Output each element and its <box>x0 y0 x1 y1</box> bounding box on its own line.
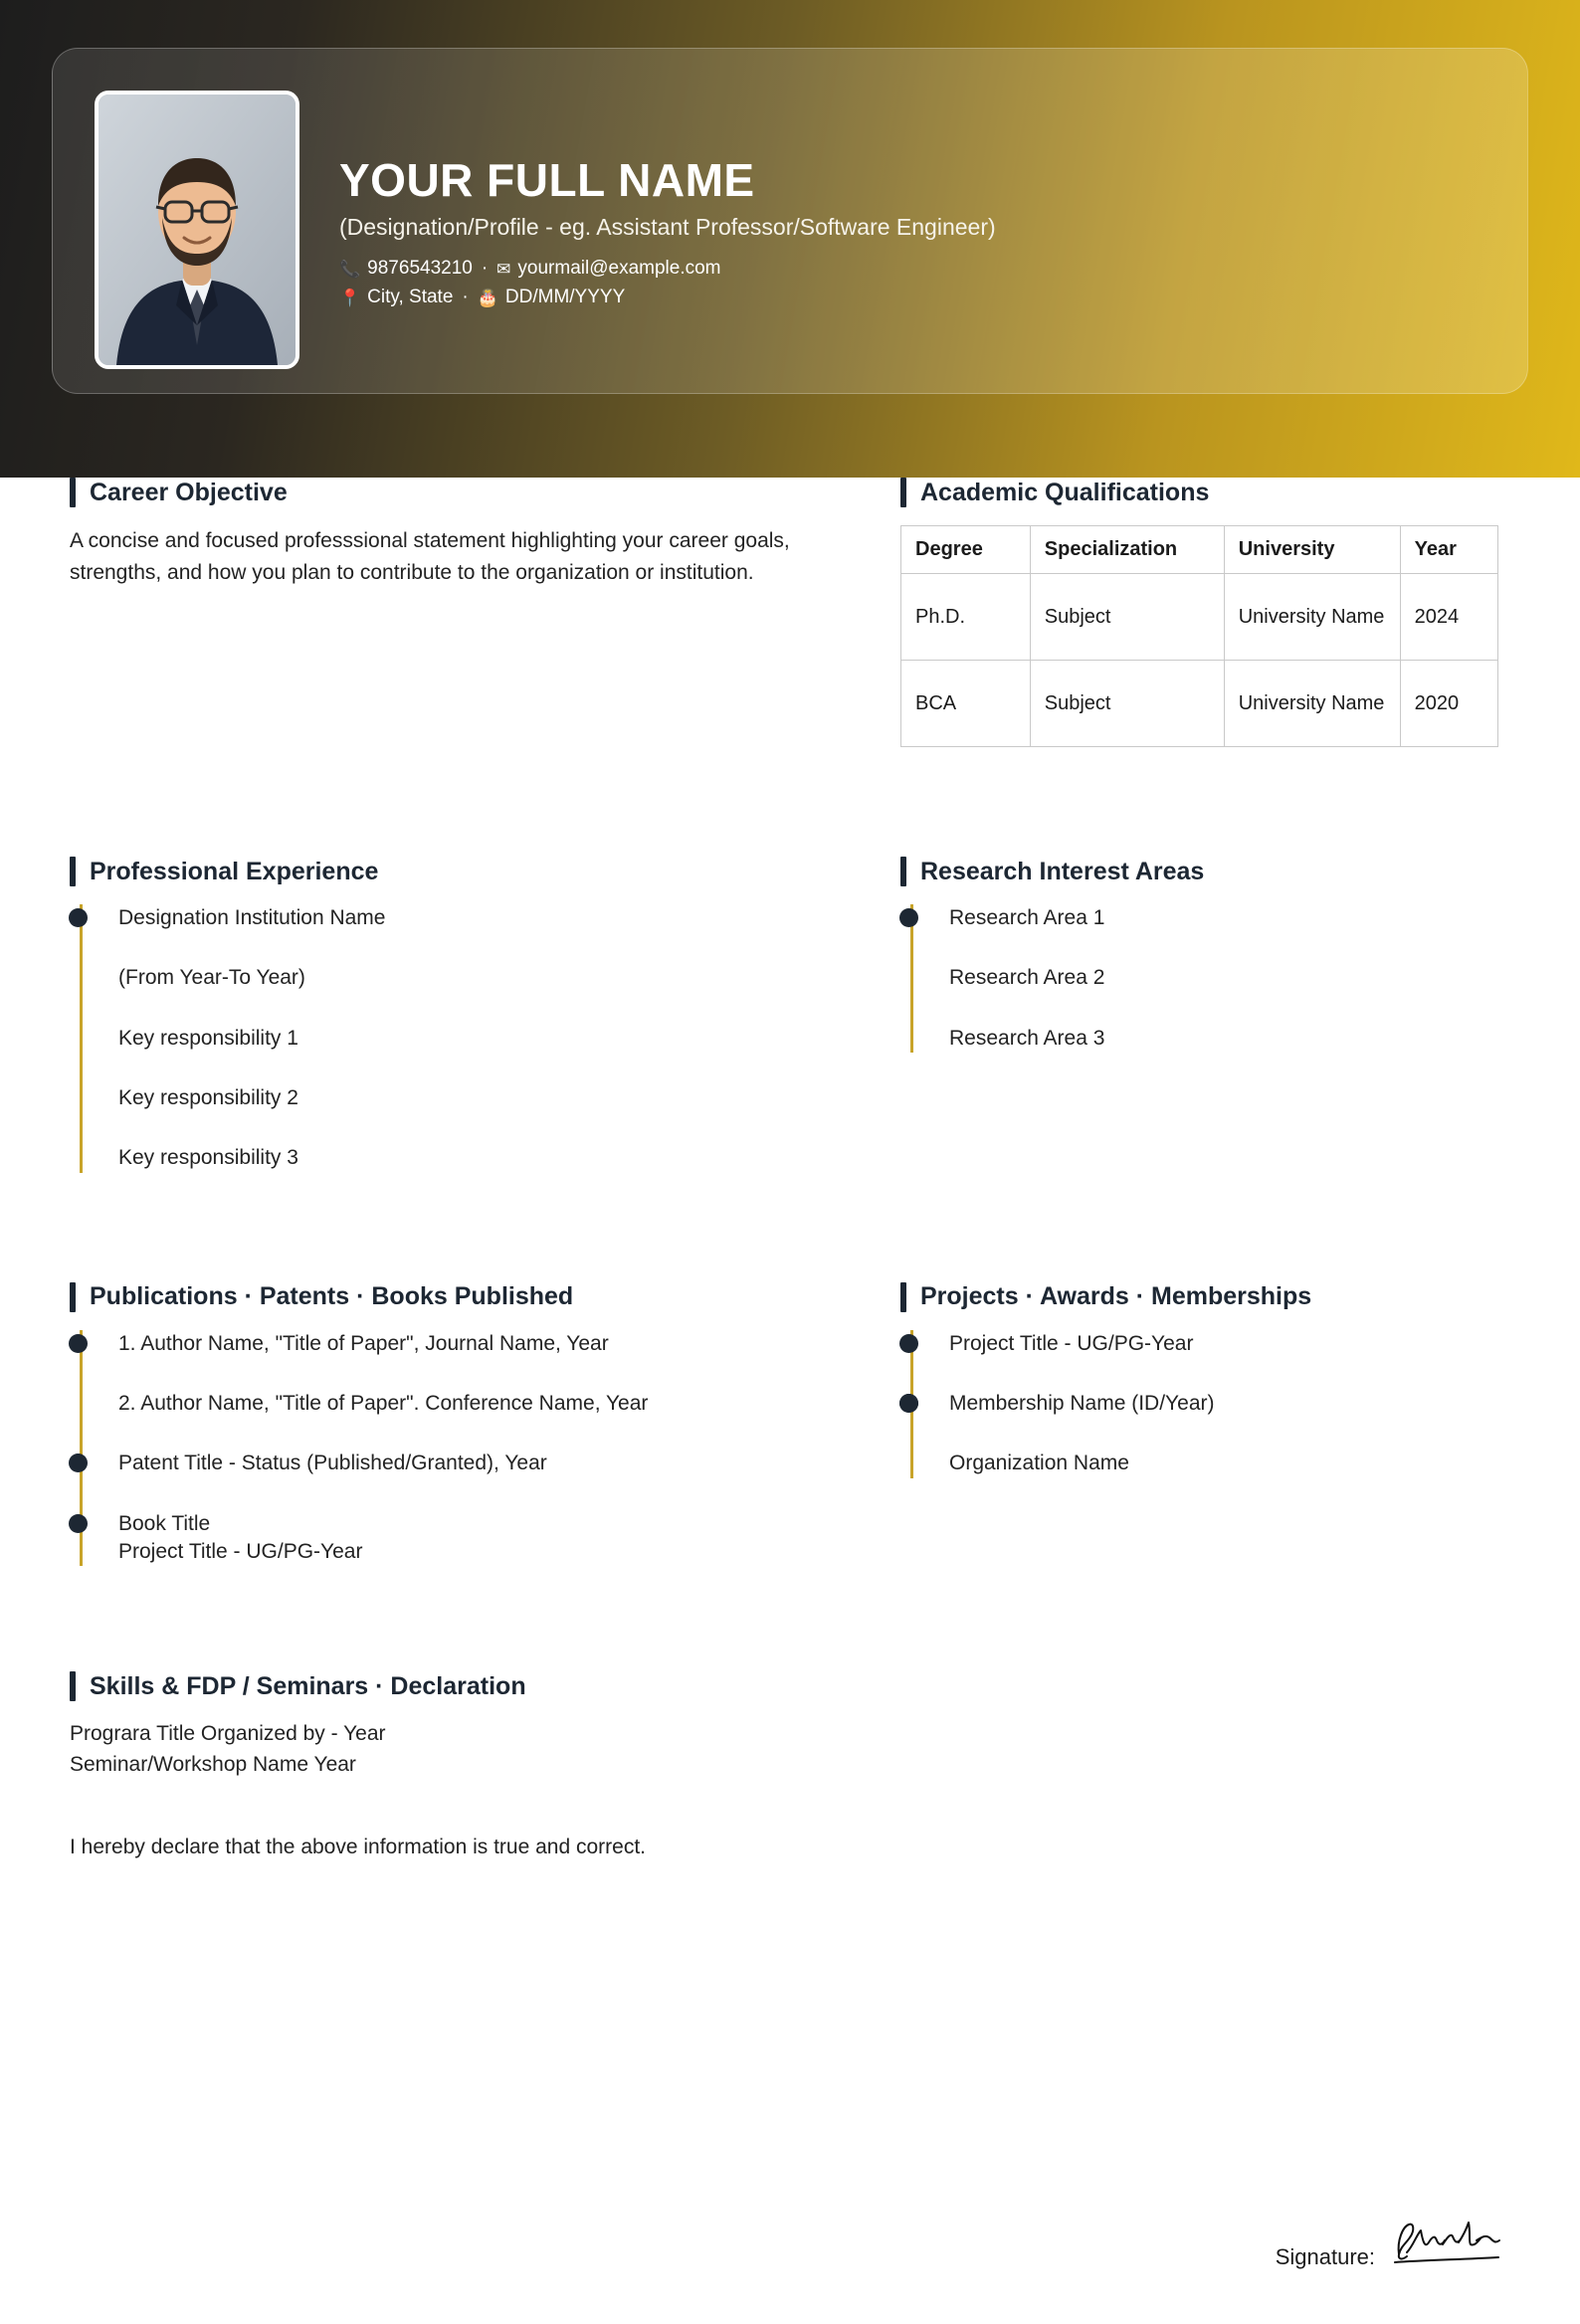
list-item: Patent Title - Status (Published/Granted), Year <box>118 1450 841 1477</box>
signature-block <box>1276 2211 1510 2274</box>
cell-university: University Name <box>1224 574 1400 661</box>
column-header-degree: Degree <box>901 526 1031 574</box>
list-item: (From Year-To Year) <box>118 966 305 990</box>
list-item: Membership Name (ID/Year) <box>949 1390 1510 1418</box>
contact-separator-1: · <box>481 258 489 280</box>
career-objective-section <box>70 478 900 747</box>
resume-body <box>0 478 1580 1859</box>
cell-specialization: Subject <box>1030 574 1224 661</box>
academic-qualifications-table <box>900 525 1498 747</box>
header-banner <box>0 0 1580 478</box>
list-item: Organization Name <box>949 1452 1129 1475</box>
phone-value: 9876543210 <box>367 258 473 280</box>
book-title: Book Title <box>118 1511 211 1535</box>
table-header-row <box>901 526 1498 574</box>
section-title-career-objective: Career Objective <box>70 478 841 507</box>
section-title-experience: Professional Experience <box>70 857 841 886</box>
list-item: Project Title - UG/PG-Year <box>949 1330 1510 1358</box>
book-subtitle: Project Title - UG/PG-Year <box>118 1540 363 1564</box>
row-publications-projects <box>70 1282 1510 1567</box>
spacer-2 <box>70 1173 1510 1282</box>
table-row <box>901 574 1498 661</box>
dob-value: DD/MM/YYYY <box>504 286 626 307</box>
header-text-block <box>339 156 1487 311</box>
list-item: Key responsibility 3 <box>118 1146 298 1170</box>
profile-photo-illustration <box>99 95 296 365</box>
email-value: yourmail@example.com <box>517 258 721 280</box>
list-item: 1. Author Name, "Title of Paper", Journal Name, Year <box>118 1330 841 1358</box>
email-contact[interactable] <box>496 255 720 284</box>
skills-declaration-section <box>70 1671 1510 1859</box>
handwritten-signature <box>1383 2211 1510 2274</box>
contact-separator-2: · <box>462 286 469 307</box>
list-item: Research Area 3 <box>949 1026 1105 1050</box>
section-title-research: Research Interest Areas <box>900 857 1510 886</box>
row-objective-academic <box>70 478 1510 747</box>
cell-degree: BCA <box>901 661 1031 747</box>
column-header-university: University <box>1224 526 1400 574</box>
page-title: YOUR FULL NAME <box>339 154 755 206</box>
list-item: 2. Author Name, "Title of Paper". Conference Name, Year <box>118 1392 649 1416</box>
list-item: Key responsibility 1 <box>118 1026 298 1050</box>
projects-awards-section <box>900 1282 1510 1567</box>
publications-list <box>80 1330 841 1567</box>
list-item: Designation Institution Name <box>118 904 841 932</box>
skills-line-1: Prograra Title Organized by - Year <box>70 1722 386 1746</box>
contact-row-secondary <box>339 284 1487 312</box>
contact-row-primary <box>339 255 1487 284</box>
list-item <box>118 1510 841 1567</box>
professional-experience-section <box>70 857 900 1173</box>
signature-label: Signature: <box>1275 2244 1375 2269</box>
section-title-projects: Projects · Awards · Memberships <box>900 1282 1510 1312</box>
cell-year: 2020 <box>1400 661 1497 747</box>
list-item: Key responsibility 2 <box>118 1086 298 1110</box>
list-item: Research Area 1 <box>949 904 1510 932</box>
skills-line-2: Seminar/Workshop Name Year <box>70 1752 356 1776</box>
research-list <box>910 904 1510 1053</box>
section-title-skills: Skills & FDP / Seminars · Declaration <box>70 1671 1510 1701</box>
cell-university: University Name <box>1224 661 1400 747</box>
section-title-academic: Academic Qualifications <box>900 478 1510 507</box>
map-pin-icon: 📍 <box>339 288 361 307</box>
career-objective-text: A concise and focused professsional statement highlighting your career goals, strengths, and how you plan to contribute to the organization or institution. <box>70 529 790 584</box>
projects-list <box>910 1330 1510 1478</box>
academic-qualifications-section <box>900 478 1510 747</box>
phone-icon: 📞 <box>339 260 361 280</box>
cell-year: 2024 <box>1400 574 1497 661</box>
designation-subtitle: (Designation/Profile - eg. Assistant Professor/Software Engineer) <box>339 214 996 241</box>
row-experience-research <box>70 857 1510 1173</box>
section-title-publications: Publications · Patents · Books Published <box>70 1282 841 1312</box>
cell-specialization: Subject <box>1030 661 1224 747</box>
declaration-text: I hereby declare that the above information is true and correct. <box>70 1836 646 1859</box>
list-item: Research Area 2 <box>949 966 1105 990</box>
cell-degree: Ph.D. <box>901 574 1031 661</box>
spacer-3 <box>70 1566 1510 1661</box>
column-header-year: Year <box>1400 526 1497 574</box>
header-card <box>52 48 1528 394</box>
publications-section <box>70 1282 900 1567</box>
profile-photo <box>95 91 299 369</box>
location-value: City, State <box>367 286 454 307</box>
experience-list <box>80 904 841 1173</box>
birthday-contact <box>478 284 626 312</box>
envelope-icon: ✉ <box>496 260 511 280</box>
location-contact <box>339 284 453 312</box>
table-row <box>901 661 1498 747</box>
research-interest-section <box>900 857 1510 1173</box>
spacer-1 <box>70 747 1510 857</box>
phone-contact[interactable] <box>339 255 473 284</box>
cake-icon: 🎂 <box>477 288 498 307</box>
column-header-specialization: Specialization <box>1030 526 1224 574</box>
